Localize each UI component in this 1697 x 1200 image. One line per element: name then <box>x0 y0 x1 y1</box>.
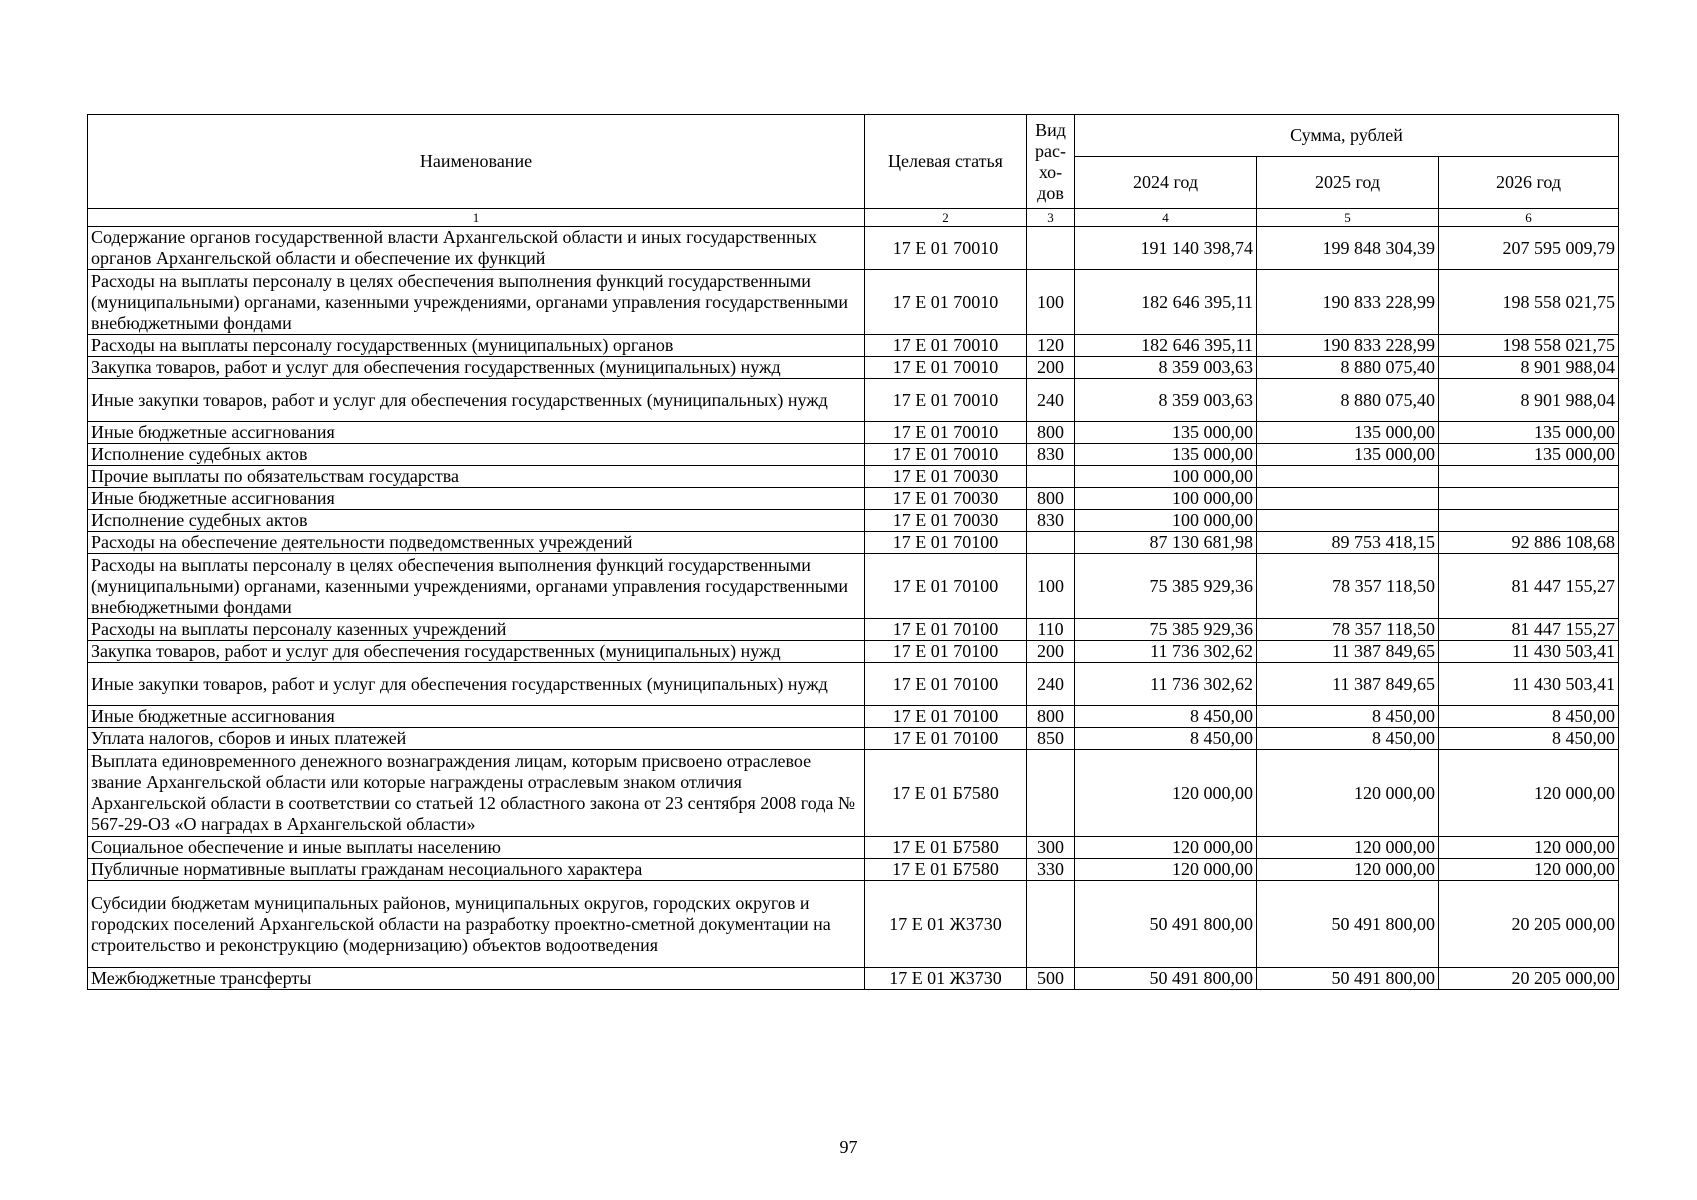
row-amount-2024: 50 491 800,00 <box>1075 881 1257 968</box>
row-amount-2024: 87 130 681,98 <box>1075 532 1257 554</box>
table-row <box>88 641 1619 663</box>
row-amount-2026: 120 000,00 <box>1439 859 1619 881</box>
row-target: 17 Е 01 70010 <box>865 379 1027 422</box>
header-name: Наименование <box>88 115 865 209</box>
row-target: 17 Е 01 70100 <box>865 619 1027 641</box>
row-amount-2024: 75 385 929,36 <box>1075 554 1257 619</box>
row-type <box>1027 881 1075 968</box>
row-amount-2025: 120 000,00 <box>1257 837 1439 859</box>
column-number: 1 <box>88 209 865 227</box>
row-type: 100 <box>1027 270 1075 335</box>
header-year-2024: 2024 год <box>1075 157 1257 209</box>
column-number: 4 <box>1075 209 1257 227</box>
row-target: 17 Е 01 Ж3730 <box>865 881 1027 968</box>
row-amount-2025: 50 491 800,00 <box>1257 968 1439 990</box>
row-target: 17 Е 01 Ж3730 <box>865 968 1027 990</box>
row-type: 240 <box>1027 663 1075 706</box>
row-target: 17 Е 01 70100 <box>865 532 1027 554</box>
row-type <box>1027 750 1075 837</box>
column-number: 6 <box>1439 209 1619 227</box>
budget-table <box>87 114 1619 990</box>
row-amount-2026: 8 901 988,04 <box>1439 379 1619 422</box>
row-amount-2025: 11 387 849,65 <box>1257 641 1439 663</box>
row-type <box>1027 227 1075 270</box>
row-type <box>1027 532 1075 554</box>
row-name: Расходы на выплаты персоналу в целях обеспечения выполнения функций государственными (муниципальными) органами, казенными учреждениями, органами управления государственными внебюджетными фондами <box>88 554 865 619</box>
row-amount-2026: 198 558 021,75 <box>1439 335 1619 357</box>
table-row <box>88 488 1619 510</box>
table-row <box>88 444 1619 466</box>
row-name: Межбюджетные трансферты <box>88 968 865 990</box>
table-row <box>88 706 1619 728</box>
row-target: 17 Е 01 70010 <box>865 444 1027 466</box>
row-amount-2026: 135 000,00 <box>1439 422 1619 444</box>
row-target: 17 Е 01 Б7580 <box>865 750 1027 837</box>
row-amount-2025: 135 000,00 <box>1257 444 1439 466</box>
row-amount-2024: 135 000,00 <box>1075 444 1257 466</box>
header-year-2025: 2025 год <box>1257 157 1439 209</box>
row-amount-2025: 120 000,00 <box>1257 859 1439 881</box>
row-target: 17 Е 01 70030 <box>865 510 1027 532</box>
table-body <box>88 227 1619 990</box>
row-target: 17 Е 01 70100 <box>865 554 1027 619</box>
row-amount-2026: 11 430 503,41 <box>1439 641 1619 663</box>
row-name: Иные бюджетные ассигнования <box>88 488 865 510</box>
row-amount-2025: 11 387 849,65 <box>1257 663 1439 706</box>
column-number: 3 <box>1027 209 1075 227</box>
row-type: 830 <box>1027 510 1075 532</box>
row-amount-2025: 8 880 075,40 <box>1257 379 1439 422</box>
table-row <box>88 510 1619 532</box>
row-amount-2026 <box>1439 510 1619 532</box>
table-header <box>88 115 1619 227</box>
table-row <box>88 663 1619 706</box>
row-target: 17 Е 01 70100 <box>865 706 1027 728</box>
row-target: 17 Е 01 70010 <box>865 270 1027 335</box>
row-name: Иные закупки товаров, работ и услуг для обеспечения государственных (муниципальных) нужд <box>88 379 865 422</box>
row-name: Расходы на обеспечение деятельности подведомственных учреждений <box>88 532 865 554</box>
row-type: 120 <box>1027 335 1075 357</box>
row-amount-2024: 11 736 302,62 <box>1075 641 1257 663</box>
row-amount-2024: 50 491 800,00 <box>1075 968 1257 990</box>
row-type: 500 <box>1027 968 1075 990</box>
row-amount-2025 <box>1257 510 1439 532</box>
row-name: Иные бюджетные ассигнования <box>88 422 865 444</box>
table-row <box>88 422 1619 444</box>
row-amount-2026: 92 886 108,68 <box>1439 532 1619 554</box>
row-amount-2026: 11 430 503,41 <box>1439 663 1619 706</box>
row-type: 330 <box>1027 859 1075 881</box>
header-year-2026: 2026 год <box>1439 157 1619 209</box>
row-amount-2024: 120 000,00 <box>1075 859 1257 881</box>
row-amount-2024: 120 000,00 <box>1075 837 1257 859</box>
header-target: Целевая статья <box>865 115 1027 209</box>
row-amount-2024: 8 359 003,63 <box>1075 357 1257 379</box>
row-type: 850 <box>1027 728 1075 750</box>
row-target: 17 Е 01 70010 <box>865 335 1027 357</box>
row-type: 800 <box>1027 422 1075 444</box>
row-amount-2024: 135 000,00 <box>1075 422 1257 444</box>
row-name: Расходы на выплаты персоналу государственных (муниципальных) органов <box>88 335 865 357</box>
row-amount-2024: 8 450,00 <box>1075 706 1257 728</box>
row-amount-2024: 182 646 395,11 <box>1075 335 1257 357</box>
row-amount-2026: 20 205 000,00 <box>1439 881 1619 968</box>
row-amount-2026: 8 450,00 <box>1439 728 1619 750</box>
row-name: Содержание органов государственной власти Архангельской области и иных государственных органов Архангельской области и обеспечение их функций <box>88 227 865 270</box>
row-amount-2025: 120 000,00 <box>1257 750 1439 837</box>
header-type: Вид рас-хо-дов <box>1027 115 1075 209</box>
row-type: 800 <box>1027 488 1075 510</box>
table-row <box>88 728 1619 750</box>
table-row <box>88 859 1619 881</box>
row-type: 800 <box>1027 706 1075 728</box>
row-name: Прочие выплаты по обязательствам государства <box>88 466 865 488</box>
row-name: Закупка товаров, работ и услуг для обеспечения государственных (муниципальных) нужд <box>88 641 865 663</box>
row-target: 17 Е 01 70100 <box>865 728 1027 750</box>
row-amount-2025: 199 848 304,39 <box>1257 227 1439 270</box>
row-target: 17 Е 01 Б7580 <box>865 859 1027 881</box>
row-type: 110 <box>1027 619 1075 641</box>
row-type: 240 <box>1027 379 1075 422</box>
row-amount-2024: 8 359 003,63 <box>1075 379 1257 422</box>
table-row <box>88 968 1619 990</box>
row-name: Исполнение судебных актов <box>88 510 865 532</box>
row-amount-2026 <box>1439 466 1619 488</box>
row-amount-2026: 120 000,00 <box>1439 837 1619 859</box>
row-amount-2024: 100 000,00 <box>1075 510 1257 532</box>
row-amount-2026: 8 901 988,04 <box>1439 357 1619 379</box>
row-amount-2024: 8 450,00 <box>1075 728 1257 750</box>
row-amount-2025: 89 753 418,15 <box>1257 532 1439 554</box>
row-name: Расходы на выплаты персоналу в целях обеспечения выполнения функций государственными (муниципальными) органами, казенными учреждениями, органами управления государственными внебюджетными фондами <box>88 270 865 335</box>
row-amount-2026: 81 447 155,27 <box>1439 619 1619 641</box>
row-target: 17 Е 01 Б7580 <box>865 837 1027 859</box>
row-amount-2024: 100 000,00 <box>1075 466 1257 488</box>
row-target: 17 Е 01 70010 <box>865 422 1027 444</box>
row-amount-2026: 120 000,00 <box>1439 750 1619 837</box>
row-amount-2024: 182 646 395,11 <box>1075 270 1257 335</box>
table-row <box>88 619 1619 641</box>
table-row <box>88 357 1619 379</box>
row-type <box>1027 466 1075 488</box>
row-amount-2025: 8 450,00 <box>1257 728 1439 750</box>
column-number: 5 <box>1257 209 1439 227</box>
table-row <box>88 750 1619 837</box>
table-row <box>88 881 1619 968</box>
row-amount-2025: 135 000,00 <box>1257 422 1439 444</box>
row-amount-2025: 190 833 228,99 <box>1257 270 1439 335</box>
column-number-row <box>88 209 1619 227</box>
row-target: 17 Е 01 70010 <box>865 357 1027 379</box>
row-name: Уплата налогов, сборов и иных платежей <box>88 728 865 750</box>
row-amount-2026: 207 595 009,79 <box>1439 227 1619 270</box>
row-type: 830 <box>1027 444 1075 466</box>
row-amount-2024: 11 736 302,62 <box>1075 663 1257 706</box>
row-amount-2025: 50 491 800,00 <box>1257 881 1439 968</box>
row-name: Субсидии бюджетам муниципальных районов, муниципальных округов, городских округов и городских поселений Архангельской области на разработку проектно-сметной документации на строительство и реконструкцию (модернизацию) объектов водоотведения <box>88 881 865 968</box>
table-row <box>88 554 1619 619</box>
row-type: 200 <box>1027 641 1075 663</box>
table-row <box>88 379 1619 422</box>
row-target: 17 Е 01 70030 <box>865 488 1027 510</box>
column-number: 2 <box>865 209 1027 227</box>
row-amount-2025: 8 880 075,40 <box>1257 357 1439 379</box>
row-target: 17 Е 01 70010 <box>865 227 1027 270</box>
row-amount-2025: 78 357 118,50 <box>1257 554 1439 619</box>
row-name: Социальное обеспечение и иные выплаты населению <box>88 837 865 859</box>
row-amount-2026 <box>1439 488 1619 510</box>
row-amount-2025: 78 357 118,50 <box>1257 619 1439 641</box>
row-amount-2026: 81 447 155,27 <box>1439 554 1619 619</box>
table-row <box>88 335 1619 357</box>
row-amount-2024: 120 000,00 <box>1075 750 1257 837</box>
row-amount-2024: 100 000,00 <box>1075 488 1257 510</box>
row-name: Выплата единовременного денежного вознаграждения лицам, которым присвоено отраслевое звание Архангельской области или которые награждены отраслевым знаком отличия Архангельской области в соответствии со статьей 12 областного закона от 23 сентября 2008 года № 567-29-ОЗ «О наградах в Архангельской области» <box>88 750 865 837</box>
row-type: 100 <box>1027 554 1075 619</box>
row-name: Публичные нормативные выплаты гражданам несоциального характера <box>88 859 865 881</box>
row-target: 17 Е 01 70100 <box>865 663 1027 706</box>
row-amount-2026: 198 558 021,75 <box>1439 270 1619 335</box>
row-amount-2025: 8 450,00 <box>1257 706 1439 728</box>
row-name: Расходы на выплаты персоналу казенных учреждений <box>88 619 865 641</box>
row-amount-2025: 190 833 228,99 <box>1257 335 1439 357</box>
row-type: 300 <box>1027 837 1075 859</box>
row-amount-2024: 75 385 929,36 <box>1075 619 1257 641</box>
row-amount-2026: 8 450,00 <box>1439 706 1619 728</box>
row-amount-2025 <box>1257 466 1439 488</box>
row-amount-2024: 191 140 398,74 <box>1075 227 1257 270</box>
row-name: Исполнение судебных актов <box>88 444 865 466</box>
row-amount-2026: 20 205 000,00 <box>1439 968 1619 990</box>
row-amount-2025 <box>1257 488 1439 510</box>
row-name: Иные закупки товаров, работ и услуг для обеспечения государственных (муниципальных) нужд <box>88 663 865 706</box>
row-target: 17 Е 01 70100 <box>865 641 1027 663</box>
table-row <box>88 270 1619 335</box>
table-row <box>88 466 1619 488</box>
table-row <box>88 227 1619 270</box>
header-sum: Сумма, рублей <box>1075 115 1619 157</box>
row-target: 17 Е 01 70030 <box>865 466 1027 488</box>
table-row <box>88 532 1619 554</box>
row-amount-2026: 135 000,00 <box>1439 444 1619 466</box>
row-type: 200 <box>1027 357 1075 379</box>
table-row <box>88 837 1619 859</box>
row-name: Иные бюджетные ассигнования <box>88 706 865 728</box>
row-name: Закупка товаров, работ и услуг для обеспечения государственных (муниципальных) нужд <box>88 357 865 379</box>
page-number: 97 <box>839 1137 858 1157</box>
